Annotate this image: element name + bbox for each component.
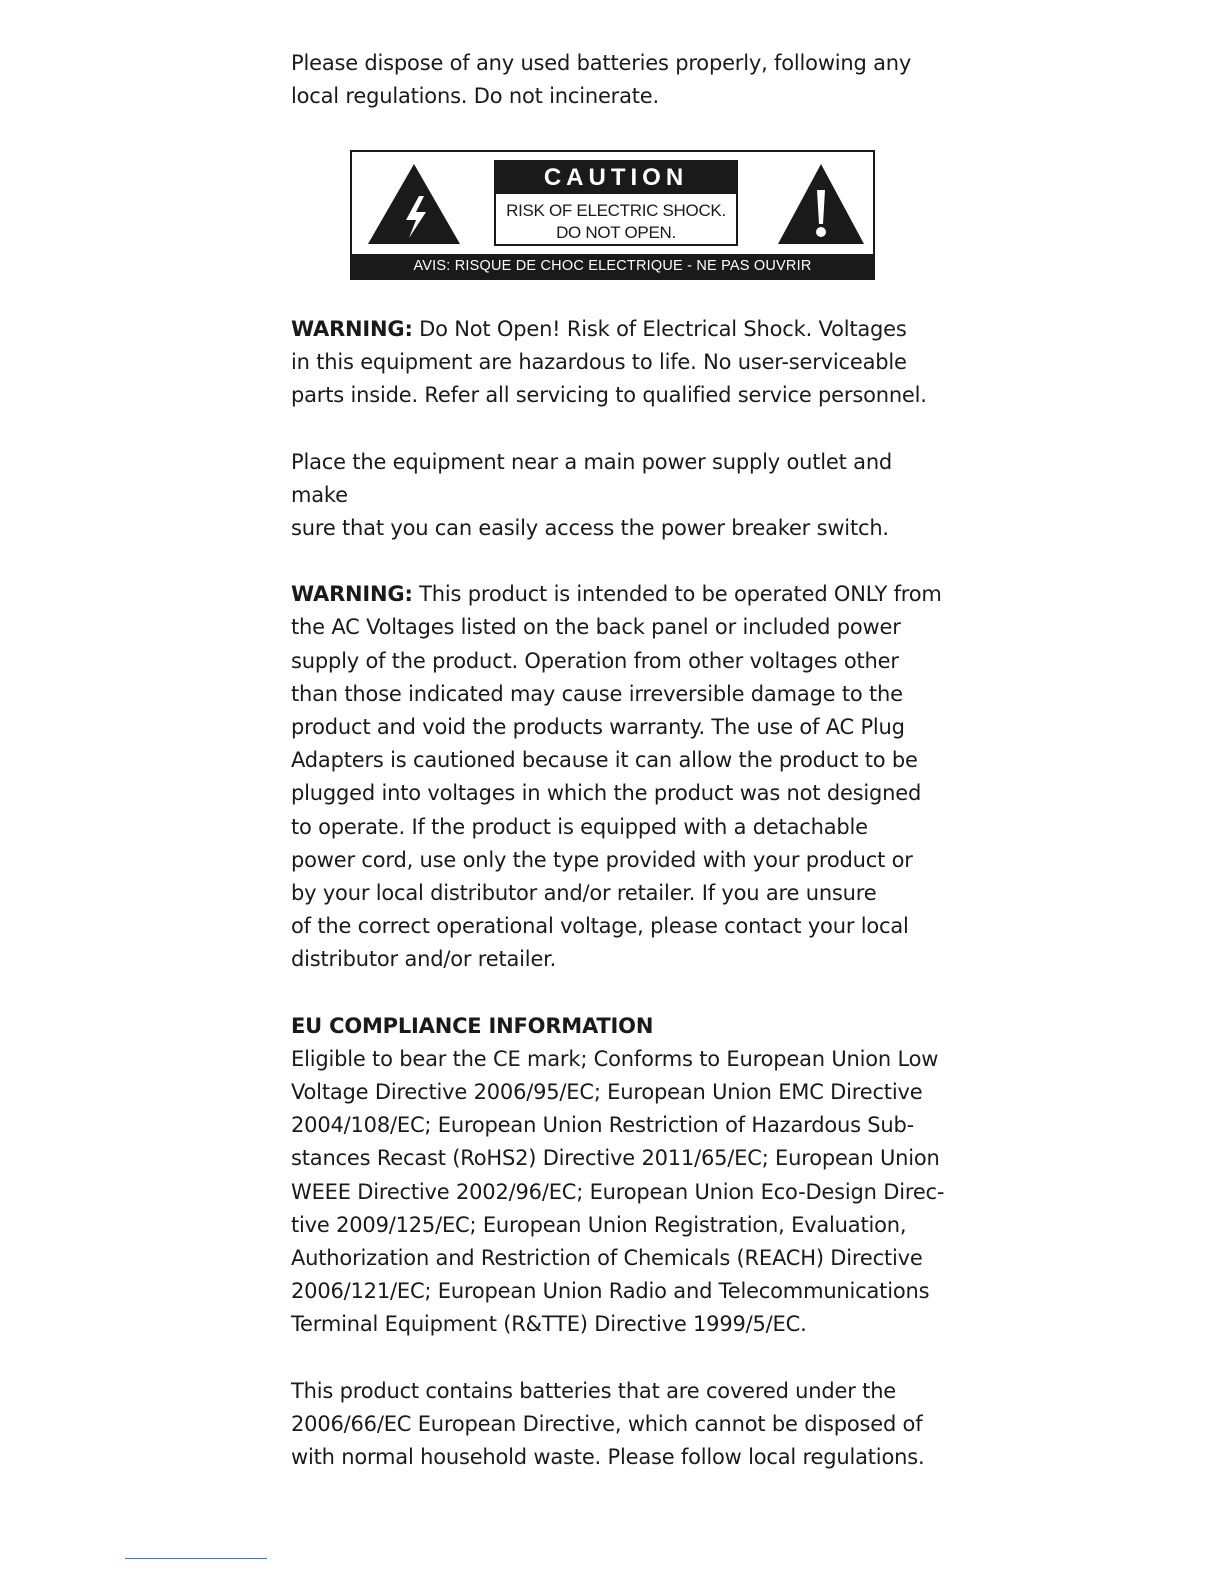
battery-disposal-paragraph: Please dispose of any used batteries properly, following any local regulations. Do not incinerate. <box>291 51 912 109</box>
voltage-warning-paragraph: WARNING: This product is intended to be operated ONLY from the AC Voltages listed on the back panel or included power supply of the product. Operation from other voltages other than those indicated may cause irreversible damage to the product and void the products warranty. The use of AC Plug Adapters is cautioned because it can allow the product to be plugged into voltages in which the product was not designed to operate. If the product is equipped with a detachable power cord, use only the type provided with your product or by your local distributor and/or retailer. If you are unsure of the correct operational voltage, please contact your local distributor and/or retailer. <box>291 582 942 972</box>
document-body-main <box>291 313 951 1474</box>
caution-panel <box>494 160 738 246</box>
shock-warning-paragraph: WARNING: Do Not Open! Risk of Electrical Shock. Voltages in this equipment are hazardous to life. No user-serviceable parts inside. Refer all servicing to qualified service personnel. <box>291 317 927 408</box>
caution-text: RISK OF ELECTRIC SHOCK. DO NOT OPEN. <box>506 201 726 242</box>
exclamation-warning-icon <box>776 162 866 246</box>
eu-compliance-section: EU COMPLIANCE INFORMATION Eligible to bear the CE mark; Conforms to European Union Low Voltage Directive 2006/95/EC; European Union EMC Directive 2004/108/EC; European Union Restriction of Hazardous Sub- stances Recast (RoHS2) Directive 2011/65/EC; European Union WEEE Directive 2002/96/EC; European Union Eco-Design Direc- tive 2009/125/EC; European Union Registration, Evaluation, Authorization and Restriction of Chemicals (REACH) Directive 2006/121/EC; European Union Radio and Telecommunications Terminal Equipment (R&TTE) Directive 1999/5/EC. <box>291 1013 945 1337</box>
document-body <box>291 47 951 113</box>
placement-paragraph: Place the equipment near a main power supply outlet and make sure that you can easily access the power breaker switch. <box>291 449 893 541</box>
caution-label <box>350 150 875 280</box>
lightning-bolt-warning-icon <box>366 162 462 246</box>
french-warning-bar: AVIS: RISQUE DE CHOC ELECTRIQUE - NE PAS OUVRIR <box>352 254 873 278</box>
eu-compliance-heading: EU COMPLIANCE INFORMATION <box>291 1013 654 1038</box>
caution-heading: CAUTION <box>496 162 736 194</box>
battery-directive-paragraph: This product contains batteries that are covered under the 2006/66/EC European Directive, which cannot be disposed of with normal household waste. Please follow local regulations. <box>291 1378 925 1470</box>
warning-label: WARNING: <box>291 582 413 607</box>
warning-label: WARNING: <box>291 317 413 341</box>
footer-rule <box>125 1558 267 1559</box>
